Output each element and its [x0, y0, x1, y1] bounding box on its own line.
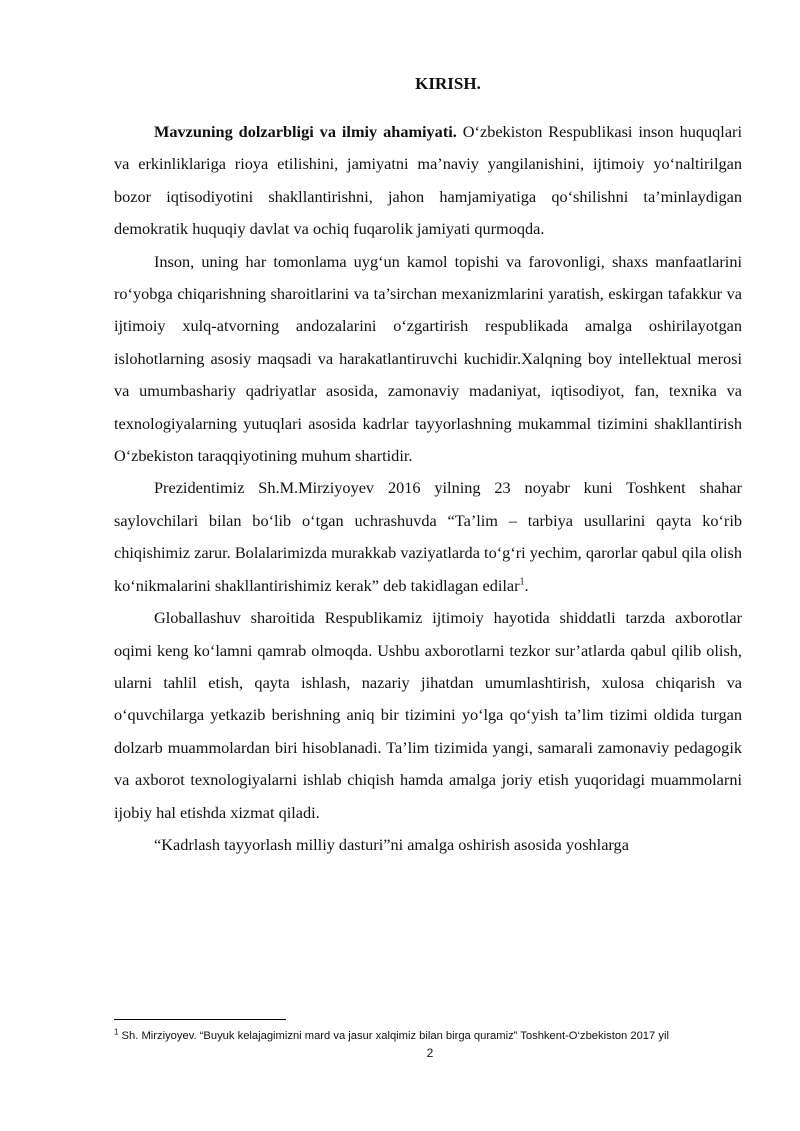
paragraph-human-development [114, 246, 742, 473]
paragraph-text: Inson, uning har tomonlama uyg‘un kamol topishi va farovonligi, shaxs manfaatlarini ro‘yobga chiqarishning sharoitlarini va ta’sirchan mexanizmlarini yaratish, eskirgan tafakkur va ijtimoiy xulq-atvorning andozalarini o‘zgartirish respublikada amalga oshirilayotgan islohotlarning asosiy maqsadi va harakatlantiruvchi kuchidir.Xalqning boy intellektual merosi va umumbashariy qadriyatlar asosida, zamonaviy madaniyat, iqtisodiyot, fan, texnika va texnologiyalarning yutuqlari asosida kadrlar tayyorlashning mukammal tizimini shakllantirish O‘zbekiston taraqqiyotining muhum shartidir. [114, 251, 742, 466]
footnote-text: Sh. Mirziyoyev. “Buyuk kelajagimizni mard va jasur xalqimiz bilan birga quramiz” Toshkent-O‘zbekiston 2017 yil [118, 1030, 669, 1042]
paragraph-text: Prezidentimiz Sh.M.Mirziyoyev 2016 yilning 23 noyabr kuni Toshkent shahar saylovchilari bilan bo‘lib o‘tgan uchrashuvda “Ta’lim – tarbiya usullarini qayta ko‘rib chiqishimiz zarur. Bolalarimizda murakkab vaziyatlarda to‘g‘ri yechim, qarorlar qabul qila olish ko‘nikmalarini shakllantirishimiz kerak” deb takidlagan edilar [114, 478, 742, 595]
footnote-divider [114, 1019, 286, 1020]
paragraph-globalization [114, 602, 742, 829]
paragraph-national-program [114, 829, 742, 861]
paragraph-lead-heading: Mavzuning dolzarbligi va ilmiy ahamiyati. [154, 122, 457, 141]
paragraph-text: “Kadrlash tayyorlash milliy dasturi”ni amalga oshirish asosida yoshlarga [154, 834, 629, 854]
paragraph-text: O‘zbekiston Respublikasi inson huquqlari va erkinliklariga rioya etilishini, jamiyatni ma’naviy yangilanishini, ijtimoiy yo‘naltirilgan bozor iqtisodiyotini shakllantirishni, jahon hamjamiyatiga qo‘shilishni ta’minlaydigan demokratik huquqiy davlat va ochiq fuqarolik jamiyati qurmoqda. [114, 122, 742, 239]
paragraph-tail: . [524, 575, 529, 595]
footnote-reference[interactable]: 1 [519, 576, 525, 588]
page-number: 2 [426, 1046, 434, 1060]
paragraph-relevance [114, 116, 742, 246]
paragraph-president-quote [114, 472, 742, 602]
footnote [114, 1027, 754, 1042]
footnote-marker: 1 [114, 1027, 119, 1037]
paragraph-text: Globallashuv sharoitida Respublikamiz ijtimoiy hayotida shiddatli tarzda axborotlar oqimi keng ko‘lamni qamrab olmoqda. Ushbu axborotlarni tezkor sur’atlarda qabul qilib olish, ularni tahlil etish, qayta ishlash, nazariy jihatdan umumlashtirish, xulosa chiqarish va o‘quvchilarga yetkazib berishning aniq bir tizimini yo‘lga qo‘yish ta’lim tizimi oldida turgan dolzarb muammolardan biri hisoblanadi. Ta’lim tizimida yangi, samarali zamonaviy pedagogik va axborot texnologiyalarni ishlab chiqish hamda amalga joriy etish yuqoridagi muammolarni ijobiy hal etishda xizmat qiladi. [114, 608, 742, 822]
page-title: KIRISH. [415, 74, 481, 93]
